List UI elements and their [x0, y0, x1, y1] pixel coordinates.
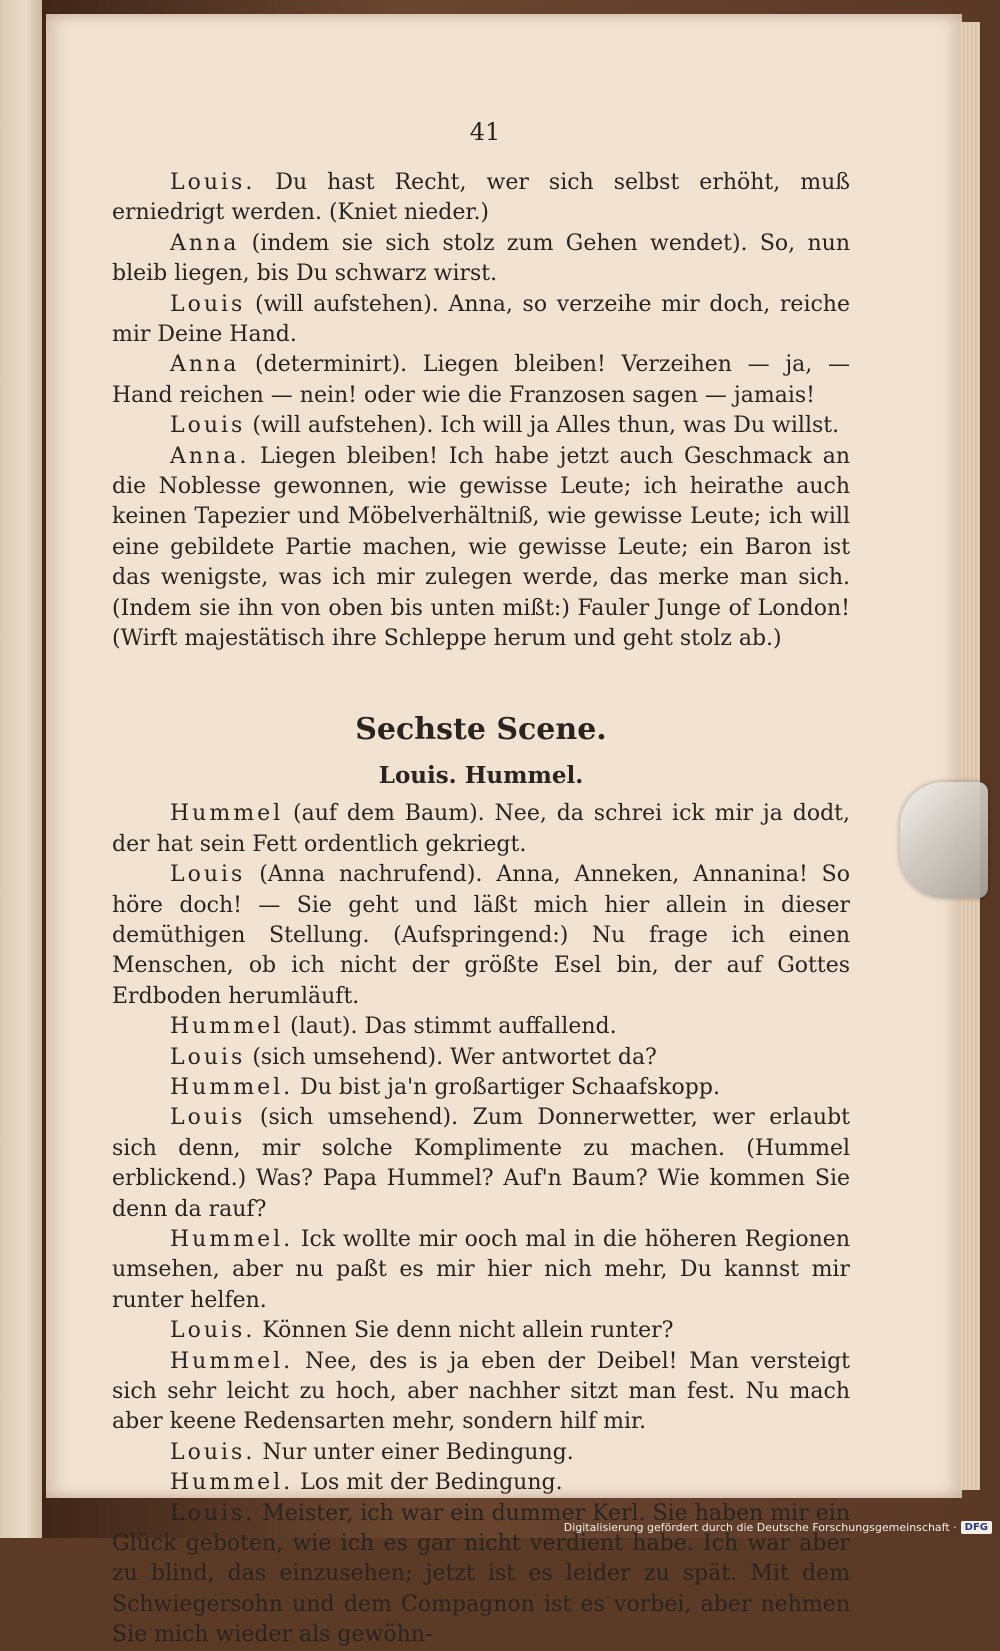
speaker-name: Louis	[170, 1044, 246, 1070]
speaker-name: Hummel.	[170, 1470, 294, 1496]
dialogue-paragraph	[112, 1347, 850, 1438]
footer-text: Digitalisierung gefördert durch die Deutsche Forschungsgemeinschaft ·	[563, 1521, 957, 1534]
dialogue-paragraph	[112, 229, 850, 290]
speech-text: Du bist ja'n großartiger Schaafskopp.	[293, 1074, 720, 1100]
dialogue-paragraph	[112, 1316, 850, 1346]
speaker-name: Louis	[170, 1105, 246, 1131]
speaker-name: Anna	[170, 352, 240, 378]
dialogue-paragraph	[112, 350, 850, 411]
speaker-name: Louis.	[170, 1500, 256, 1526]
scene-title: Sechste Scene.	[355, 711, 607, 747]
speech-text: Können Sie denn nicht allein runter?	[255, 1318, 674, 1344]
speaker-name: Anna.	[170, 443, 250, 469]
speech-text: (laut). Das stimmt auffallend.	[283, 1014, 617, 1040]
speech-text: (indem sie sich stolz zum Gehen wendet). So, nun bleib liegen, bis Du schwarz wirst.	[112, 230, 850, 287]
dialogue-before-scene	[112, 168, 850, 655]
speaker-name: Hummel.	[170, 1348, 294, 1374]
speech-text: (will aufstehen). Anna, so verzeihe mir doch, reiche mir Deine Hand.	[112, 291, 850, 348]
speech-text: (Anna nachrufend). Anna, Anneken, Annanina! So höre doch! — Sie geht und läßt mich hier allein in dieser demüthigen Stellung. (Aufspringend:) Nu frage ich einen Menschen, ob ich nicht der größte Esel bin, der auf Gottes Erdboden herumläuft.	[112, 862, 850, 1009]
page-number: 41	[469, 118, 501, 146]
speaker-name: Louis.	[170, 1439, 256, 1465]
speech-text: Nee, des is ja eben der Deibel! Man versteigt sich sehr leicht zu hoch, aber nachher sitzt man fest. Nu mach aber keene Redensarten mehr, sondern hilf mir.	[112, 1348, 850, 1435]
speaker-name: Anna	[170, 230, 240, 256]
dialogue-paragraph	[112, 290, 850, 351]
dfg-logo: DFG	[961, 1521, 992, 1534]
dialogue-paragraph	[112, 411, 850, 441]
speech-text: (auf dem Baum). Nee, da schrei ick mir ja dodt, der hat sein Fett ordentlich gekriegt.	[112, 801, 850, 857]
dialogue-paragraph	[112, 1073, 850, 1103]
page-text	[112, 168, 850, 1651]
dialogue-paragraph	[112, 1438, 850, 1468]
left-page-edge	[0, 0, 42, 1538]
page-stack-edge	[958, 22, 980, 1490]
speaker-name: Louis	[170, 413, 246, 439]
speaker-name: Louis.	[170, 170, 256, 195]
dialogue-paragraph	[112, 1468, 850, 1498]
scene-persons: Louis. Hummel.	[378, 761, 584, 789]
speech-text: (sich umsehend). Zum Donnerwetter, wer erlaubt sich denn, mir solche Komplimente zu machen. (Hummel erblickend.) Was? Papa Hummel? Auf'n Baum? Wie kommen Sie denn da rauf?	[112, 1105, 850, 1222]
speech-text: Los mit der Bedingung.	[293, 1470, 563, 1496]
speaker-name: Louis	[170, 291, 246, 317]
speech-text: (sich umsehend). Wer antwortet da?	[245, 1044, 657, 1070]
dialogue-paragraph	[112, 799, 850, 860]
speaker-name: Hummel.	[170, 1074, 294, 1100]
dialogue-paragraph	[112, 1225, 850, 1316]
speech-text: (determinirt). Liegen bleiben! Verzeihen — ja, — Hand reichen — nein! oder wie die Franzosen sagen — jamais!	[112, 352, 850, 408]
dialogue-paragraph	[112, 1043, 850, 1073]
dialogue-paragraph	[112, 442, 850, 655]
digitization-footer	[564, 1521, 992, 1534]
speaker-name: Louis	[170, 862, 246, 888]
dialogue-paragraph	[112, 168, 850, 229]
dialogue-paragraph	[112, 1103, 850, 1225]
dialogue-paragraph	[112, 860, 850, 1012]
speech-text: Meister, ich war ein dummer Kerl. Sie haben mir ein Glück geboten, wie ich es gar nicht verdient habe. Ich war aber zu blind, das einzusehen; jetzt ist es leider zu spät. Mit dem Schwiegersohn und dem Compagnon ist es vorbei, aber nehmen Sie mich wieder als gewöhn-	[112, 1500, 850, 1648]
speaker-name: Hummel.	[170, 1227, 294, 1252]
speech-text: Ick wollte mir ooch mal in die höheren Regionen umsehen, aber nu paßt es mir hier nich mehr, Du kannst mir runter helfen.	[112, 1227, 850, 1313]
speech-text: Liegen bleiben! Ich habe jetzt auch Geschmack an die Noblesse gewonnen, wie gewisse Leute; ich heirathe auch keinen Tapezier und Möbelverhältniß, wie gewisse Leute; ich will eine gebildete Partie machen, wie gewisse Leute; ein Baron ist das wenigste, was ich mir zulegen werde, das merke man sich. (Indem sie ihn von oben bis unten mißt:) Fauler Junge of London! (Wirft majestätisch ihre Schleppe herum und geht stolz ab.)	[112, 443, 850, 652]
speech-text: Nur unter einer Bedingung.	[255, 1439, 574, 1465]
speech-text: (will aufstehen). Ich will ja Alles thun, was Du willst.	[245, 413, 840, 439]
speaker-name: Hummel	[170, 801, 284, 827]
speaker-name: Hummel	[170, 1014, 284, 1040]
page-clip	[900, 782, 988, 898]
dialogue-paragraph	[112, 1012, 850, 1042]
speech-text: Du hast Recht, wer sich selbst erhöht, muß erniedrigt werden. (Kniet nieder.)	[112, 170, 850, 226]
speaker-name: Louis.	[170, 1318, 256, 1344]
